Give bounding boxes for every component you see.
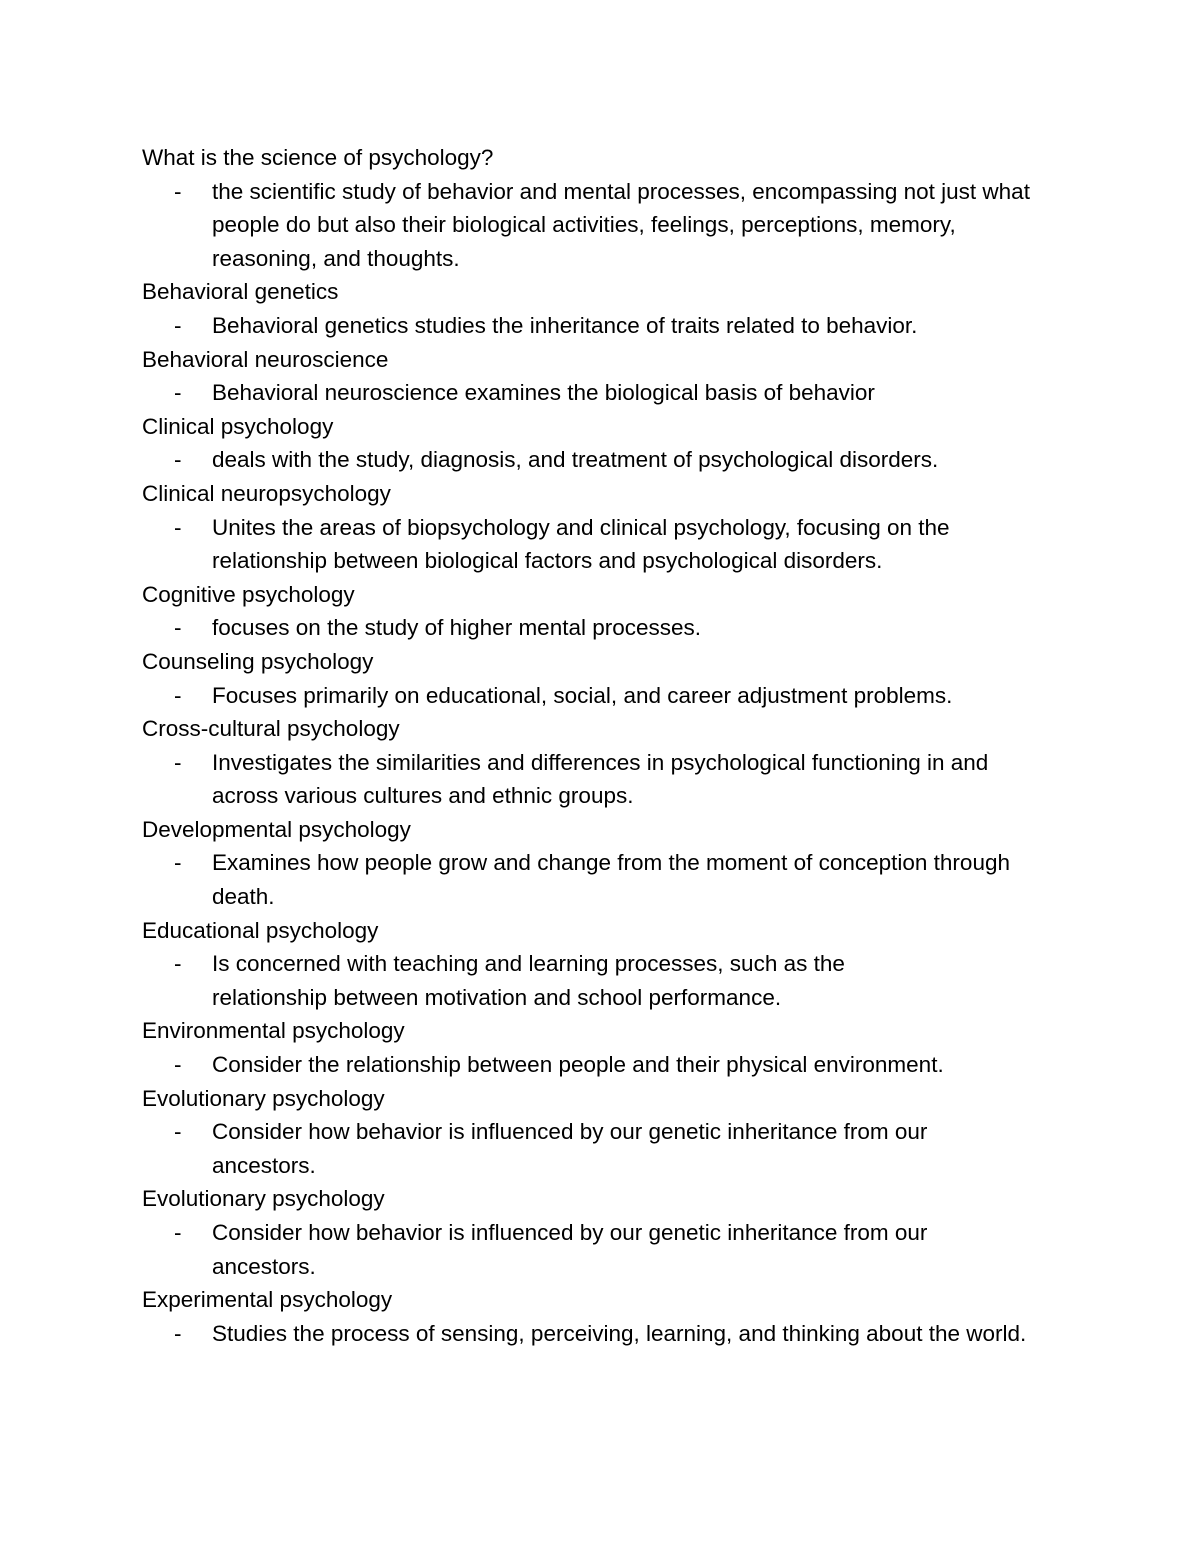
definition-text: deals with the study, diagnosis, and treatment of psychological disorders. [212, 447, 939, 473]
entry-cross-cultural-psychology [142, 712, 1082, 813]
definition-item [142, 175, 1082, 276]
definition-text: Is concerned with teaching and learning processes, such as the relationship between motivation and school performance. [212, 951, 845, 1010]
dash-bullet: - [174, 1220, 182, 1245]
dash-bullet: - [174, 951, 182, 977]
entry-environmental-psychology [142, 1014, 1082, 1081]
entry-evolutionary-psychology [142, 1082, 1082, 1183]
definition-item [142, 679, 1082, 713]
term-heading: Experimental psychology [142, 1287, 393, 1313]
definition-item [142, 309, 1082, 343]
definition-text: Focuses primarily on educational, social, and career adjustment problems. [212, 682, 953, 708]
definition-text: the scientific study of behavior and mental processes, encompassing not just what people do but also their biological activities, feelings, perceptions, memory, reasoning, and thoughts. [212, 178, 1030, 271]
definition-text: Studies the process of sensing, perceiving, learning, and thinking about the world. [212, 1320, 1027, 1346]
definition-item [142, 511, 1082, 578]
document-page [142, 141, 1082, 1350]
definition-text: Investigates the similarities and differences in psychological functioning in and across various cultures and ethnic groups. [212, 749, 989, 809]
term-heading: Environmental psychology [142, 1018, 405, 1044]
term-heading: Clinical psychology [142, 413, 334, 439]
entry-developmental-psychology [142, 813, 1082, 914]
dash-bullet: - [174, 447, 182, 473]
dash-bullet: - [174, 1052, 182, 1078]
term-heading: Clinical neuropsychology [142, 480, 391, 506]
dash-bullet: - [174, 178, 182, 204]
entry-clinical-neuropsychology [142, 477, 1082, 578]
term-heading: Cross-cultural psychology [142, 716, 400, 742]
term-heading: Evolutionary psychology [142, 1186, 385, 1212]
dash-bullet: - [174, 749, 182, 775]
definition-item [142, 947, 1082, 1014]
dash-bullet: - [174, 1119, 182, 1145]
definition-text: Consider the relationship between people and their physical environment. [212, 1052, 944, 1078]
term-heading: Evolutionary psychology [142, 1085, 385, 1111]
term-heading: Behavioral neuroscience [142, 346, 389, 372]
entry-cognitive-psychology [142, 578, 1082, 645]
entry-behavioral-neuroscience [142, 343, 1082, 410]
entry-behavioral-genetics [142, 275, 1082, 342]
definition-item [142, 1317, 1082, 1351]
term-heading: Behavioral genetics [142, 279, 339, 305]
entry-experimental-psychology [142, 1283, 1082, 1350]
definition-item [142, 846, 1082, 913]
definition-text: Behavioral genetics studies the inheritance of traits related to behavior. [212, 312, 918, 338]
definition-text: Examines how people grow and change from the moment of conception through death. [212, 850, 1010, 910]
entry-counseling-psychology [142, 645, 1082, 712]
definition-item [142, 443, 1082, 477]
term-heading: Cognitive psychology [142, 581, 355, 607]
definition-text: focuses on the study of higher mental processes. [212, 615, 702, 641]
definition-item [142, 746, 1082, 813]
definition-item [142, 611, 1082, 645]
dash-bullet: - [174, 312, 182, 338]
dash-bullet: - [174, 514, 182, 540]
term-heading: What is the science of psychology? [142, 145, 494, 170]
entry-clinical-psychology [142, 410, 1082, 477]
definition-text: Unites the areas of biopsychology and clinical psychology, focusing on the relationship between biological factors and psychological disorders. [212, 514, 950, 574]
definition-text: Consider how behavior is influenced by our genetic inheritance from our ancestors. [212, 1220, 928, 1279]
dash-bullet: - [174, 1320, 182, 1346]
definition-text: Behavioral neuroscience examines the biological basis of behavior [212, 380, 875, 406]
definition-item [142, 1115, 1082, 1182]
entry-evolutionary-psychology-repeat [142, 1182, 1082, 1283]
term-heading: Developmental psychology [142, 816, 411, 842]
entry-science-of-psychology [142, 141, 1082, 275]
term-heading: Educational psychology [142, 917, 379, 943]
definition-item [142, 1048, 1082, 1082]
definition-item [142, 376, 1082, 410]
dash-bullet: - [174, 682, 182, 708]
entry-educational-psychology [142, 914, 1082, 1015]
term-heading: Counseling psychology [142, 648, 374, 674]
dash-bullet: - [174, 850, 182, 876]
definition-text: Consider how behavior is influenced by our genetic inheritance from our ancestors. [212, 1119, 928, 1178]
dash-bullet: - [174, 615, 182, 641]
definition-item [142, 1216, 1082, 1283]
dash-bullet: - [174, 380, 182, 406]
